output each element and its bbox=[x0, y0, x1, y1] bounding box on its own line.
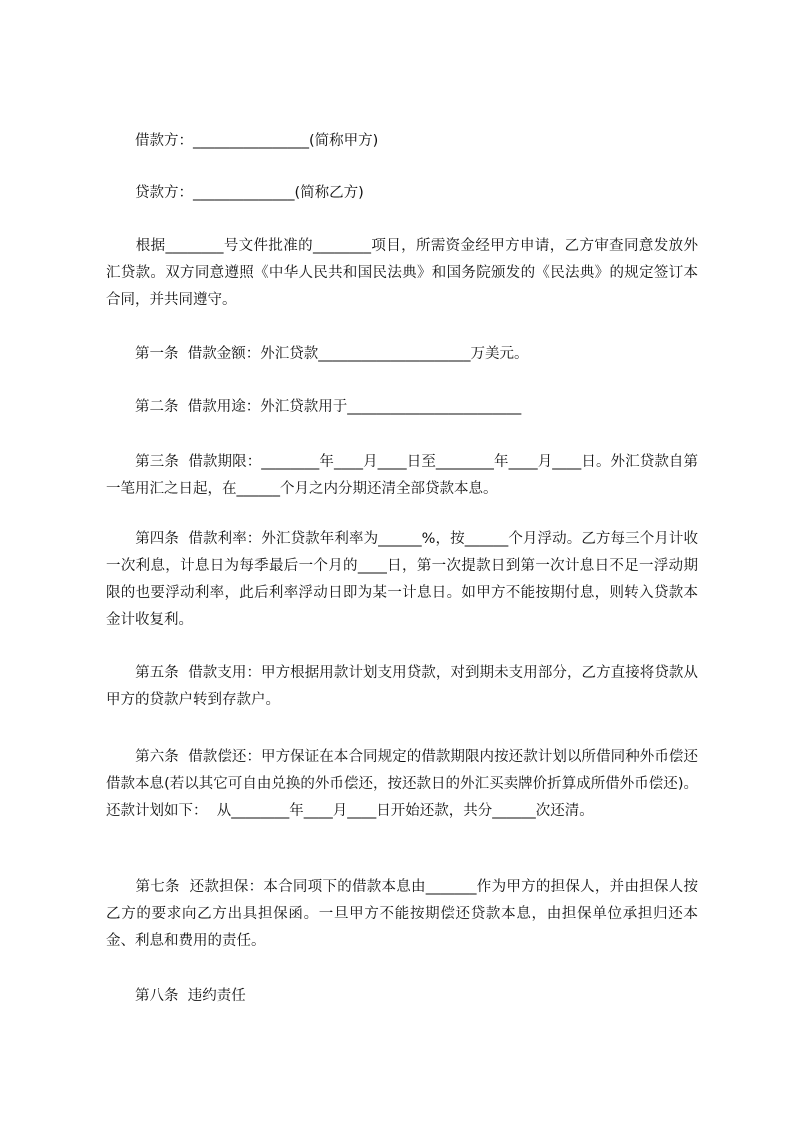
article-6-repayment: 第六条 借款偿还：甲方保证在本合同规定的借款期限内按还款计划以所借同种外币偿还借款本息(若以其它可自由兑换的外币偿还，按还款日的外汇买卖牌价折算成所借外币偿还)。还款计划如下： 从________年____月____日开始还款，共分______次还清。 bbox=[106, 749, 698, 819]
lender-line: 贷款方：______________(简称乙方) bbox=[106, 185, 364, 201]
article-7-guarantee: 第七条 还款担保：本合同项下的借款本息由_______作为甲方的担保人，并由担保人按乙方的要求向乙方出具担保函。一旦甲方不能按期偿还贷款本息，由担保单位承担归还本金、利息和费用的责任。 bbox=[106, 879, 698, 949]
article-4-interest-rate: 第四条 借款利率：外汇贷款年利率为______%，按______个月浮动。乙方每三个月计收一次利息，计息日为每季最后一个月的____日，第一次提款日到第一次计息日不足一浮动期限的也要浮动利率，此后利率浮动日即为某一计息日。如甲方不能按期付息，则转入贷款本金计收复利。 bbox=[106, 531, 698, 628]
article-3-loan-term: 第三条 借款期限：________年____月____日至________年____月____日。外汇贷款自第一笔用汇之日起，在______个月之内分期还清全部贷款本息。 bbox=[106, 454, 698, 497]
article-5-loan-drawdown: 第五条 借款支用：甲方根据用款计划支用贷款，对到期未支用部分，乙方直接将贷款从甲方的贷款户转到存款户。 bbox=[106, 665, 698, 708]
intro-paragraph: 根据________号文件批准的________项目，所需资金经甲方申请，乙方审查同意发放外汇贷款。双方同意遵照《中华人民共和国民法典》和国务院颁发的《民法典》的规定签订本合同，并共同遵守。 bbox=[106, 238, 698, 308]
article-1-loan-amount: 第一条 借款金额：外汇贷款_____________________万美元。 bbox=[106, 346, 529, 362]
borrower-line: 借款方：________________(简称甲方) bbox=[106, 133, 379, 149]
article-2-loan-purpose: 第二条 借款用途：外汇贷款用于________________________ bbox=[106, 399, 522, 415]
article-8-liability: 第八条 违约责任 bbox=[106, 988, 246, 1004]
